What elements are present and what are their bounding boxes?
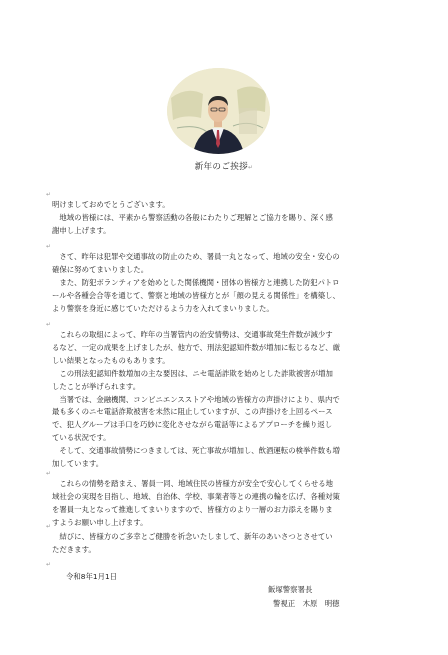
return-mark: ↵ <box>46 243 52 250</box>
para-line: ただきます。 <box>52 544 96 554</box>
issue-date: 令和8年1月1日 <box>66 572 118 581</box>
para-line: この刑法犯認知件数増加の主な要因は、ニセ電話詐欺を始めとした詐欺被害が増加 <box>52 368 333 378</box>
para-line: これらの情勢を踏まえ、署員一同、地域住民の皆様方が安全で安心してくらせる地 <box>52 479 334 488</box>
para-line: 明けましておめでとうございます。 <box>52 200 170 209</box>
para-line: ている状況です。 <box>52 433 111 443</box>
para-line: 結びに、皆様方のご多幸とご健勝を祈念いたしまして、新年のあいさつとさせてい <box>52 532 333 541</box>
para-line: 加しています。 <box>52 459 104 469</box>
signature-org: 飯塚警察署長 <box>268 585 313 594</box>
para-line: で、犯人グループは手口を巧妙に変化させながら電話等によるアプローチを繰り返し <box>52 420 333 430</box>
return-mark: ↵ <box>46 191 52 198</box>
paragraph-5 <box>52 531 392 557</box>
para-line: より警察を身近に感じていただけるよう力を入れてまいりました。 <box>52 303 274 313</box>
para-line: 確保に努めてまいりました。 <box>52 264 149 274</box>
return-mark: ↵ <box>46 321 52 328</box>
para-line: また、防犯ボランティアを始めとした関係機関・団体の皆様方と連携した防犯パトロ <box>52 277 340 287</box>
return-mark: ↵ <box>46 523 52 530</box>
para-line: を署員一丸となって推進してまいりますので、皆様方のより一層のお力添えを賜りま <box>52 504 333 514</box>
para-line: しい結果となったものもあります。 <box>52 355 170 365</box>
para-line: 地域の皆様には、平素から警察活動の各般にわたりご理解とご協力を賜り、深く感 <box>52 212 333 222</box>
para-line: したことが挙げられます。 <box>52 381 141 391</box>
greeting-title: 新年のご挨拶↵ <box>194 162 254 172</box>
para-line: 謝申し上げます。 <box>52 225 111 235</box>
para-line: すようお願い申し上げます。 <box>52 517 148 527</box>
para-line: るなど、一定の成果を上げましたが、他方で、刑法犯認知件数が増加に転じるなど、厳 <box>52 342 341 352</box>
para-line: これらの取組によって、昨年の当署管内の治安情勢は、交通事故発生件数が減少す <box>52 330 333 339</box>
para-line: そして、交通事故情勢につきましては、死亡事故が増加し、飲酒運転の検挙件数も増 <box>52 446 340 456</box>
para-line: 当署では、金融機関、コンビニエンスストアや地域の皆様方の声掛けにより、県内で <box>52 394 340 404</box>
return-mark: ↵ <box>46 470 52 477</box>
signature-name: 警視正 木原 明徳 <box>273 599 340 608</box>
para-line: 域社会の実現を目指し、地域、自治体、学校、事業者等との連携の輪を広げ、各種対策 <box>52 491 340 501</box>
paragraph-3 <box>52 329 392 471</box>
paragraph-2 <box>52 251 392 316</box>
return-mark: ↵ <box>46 561 52 568</box>
para-line: さて、昨年は犯罪や交通事故の防止のため、署員一丸となって、地域の安全・安心の <box>52 252 340 261</box>
para-line: 最も多くのニセ電話詐欺被害を未然に阻止していますが、この声掛けを上回るペース <box>52 407 333 417</box>
paragraph-4 <box>52 478 392 530</box>
chief-portrait-image <box>167 68 270 154</box>
paragraph-1 <box>52 199 392 238</box>
chief-portrait <box>167 68 270 154</box>
para-line: ールや各種会合等を通じて、警察と地域の皆様方とが「顔の見える関係性」を構築し、 <box>52 290 340 300</box>
